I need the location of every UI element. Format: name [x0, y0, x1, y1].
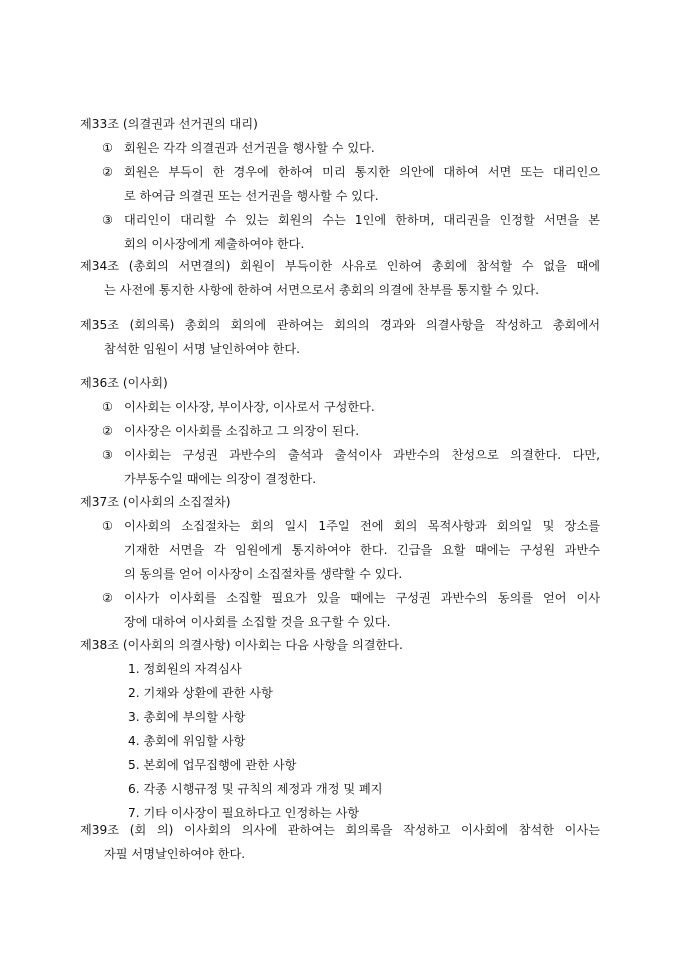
clause-text: 이사회는 구성권 과반수의 출석과 출석이사 과반수의 찬성으로 의결한다. 다만, — [124, 448, 600, 462]
article-37 — [80, 490, 600, 634]
clause-item — [80, 514, 600, 538]
article-heading: 제33조 (의결권과 선거권의 대리) — [80, 117, 258, 131]
clause-text-continued: 가부동수일 때에는 의장이 결정한다. — [124, 472, 317, 486]
clause-text-continued: 로 하여금 의결권 또는 선거권을 행사할 수 있다. — [124, 189, 379, 203]
clause-item — [80, 136, 600, 160]
article-paragraph: 제39조 (회 의) 이사회의 의사에 관하여는 회의록을 작성하고 이사회에 참석한 이사는 — [80, 823, 600, 837]
clause-number: ③ — [102, 213, 113, 227]
clause-number: ① — [102, 400, 113, 414]
article-33 — [80, 112, 600, 256]
article-36 — [80, 371, 600, 491]
article-34 — [80, 254, 600, 302]
list-item: 5. 본회에 업무집행에 관한 사항 — [128, 758, 297, 772]
clause-text-continued: 장에 대하여 이사회를 소집할 것을 요구할 수 있다. — [124, 615, 391, 629]
article-paragraph: 제35조 (회의록) 총회의 회의에 관하여는 회의의 경과와 의결사항을 작성하고 총회에서 — [80, 318, 600, 332]
clause-text: 회원은 각각 의결권과 선거권을 행사할 수 있다. — [124, 141, 375, 155]
list-item: 4. 총회에 위임할 사항 — [128, 734, 246, 748]
list-item: 6. 각종 시행규정 및 규칙의 제정과 개정 및 폐지 — [128, 782, 383, 796]
clause-item — [80, 586, 600, 610]
article-35 — [80, 313, 600, 361]
clause-text: 이사회는 이사장, 부이사장, 이사로서 구성한다. — [124, 400, 375, 414]
clause-text-continued: 기재한 서면을 각 임원에게 통지하여야 한다. 긴급을 요할 때에는 구성원 과반수 — [124, 543, 600, 557]
clause-item — [80, 160, 600, 184]
article-39 — [80, 818, 600, 866]
article-paragraph-continued: 는 사전에 통지한 사항에 한하여 서면으로서 총회의 의결에 찬부를 통지할 수 있다. — [104, 283, 540, 297]
article-heading: 제36조 (이사회) — [80, 376, 168, 390]
clause-text: 이사회의 소집절차는 회의 일시 1주일 전에 회의 목적사항과 회의일 및 장소를 — [124, 519, 600, 533]
clause-item — [80, 208, 600, 232]
clause-text: 대리인이 대리할 수 있는 회원의 수는 1인에 한하며, 대리권을 인정할 서면을 본 — [124, 213, 600, 227]
clause-text: 이사장은 이사회를 소집하고 그 의장이 된다. — [124, 424, 360, 438]
clause-item — [80, 395, 600, 419]
list-item: 2. 기채와 상환에 관한 사항 — [128, 686, 273, 700]
clause-number: ② — [102, 165, 113, 179]
article-38 — [80, 633, 600, 825]
clause-number: ① — [102, 519, 113, 533]
article-paragraph-continued: 자필 서명날인하여야 한다. — [104, 847, 246, 861]
clause-number: ① — [102, 141, 113, 155]
clause-text-continued: 의 동의를 얻어 이사장이 소집절차를 생략할 수 있다. — [124, 567, 403, 581]
article-heading: 제38조 (이사회의 의결사항) 이사회는 다음 사항을 의결한다. — [80, 638, 403, 652]
clause-text-continued: 회의 이사장에게 제출하여야 한다. — [124, 237, 305, 251]
clause-number: ② — [102, 424, 113, 438]
article-paragraph: 제34조 (총회의 서면결의) 회원이 부득이한 사유로 인하여 총회에 참석할 수 없을 때에 — [80, 259, 600, 273]
clause-number: ③ — [102, 448, 113, 462]
clause-item — [80, 443, 600, 467]
list-item: 7. 기타 이사장이 필요하다고 인정하는 사항 — [128, 806, 360, 820]
clause-text: 이사가 이사회를 소집할 필요가 있을 때에는 구성권 과반수의 동의를 얻어 이사 — [124, 591, 600, 605]
article-paragraph-continued: 참석한 임원이 서명 날인하여야 한다. — [104, 342, 300, 356]
clause-item — [80, 419, 600, 443]
clause-text: 회원은 부득이 한 경우에 한하여 미리 통지한 의안에 대하여 서면 또는 대리인으 — [124, 165, 600, 179]
list-item: 1. 정회원의 자격심사 — [128, 662, 242, 676]
list-item: 3. 총회에 부의할 사항 — [128, 710, 246, 724]
clause-number: ② — [102, 591, 113, 605]
article-heading: 제37조 (이사회의 소집절차) — [80, 495, 231, 509]
